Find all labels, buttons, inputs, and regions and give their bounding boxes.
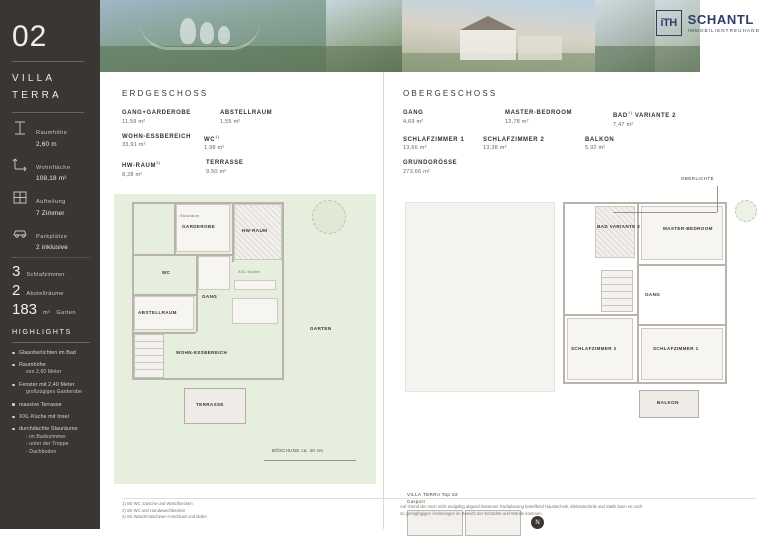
staircase xyxy=(601,270,633,312)
room-master-bedroom xyxy=(641,206,723,260)
carport-subtitle: Carport xyxy=(407,499,426,504)
fact-label: TERRASSE xyxy=(206,160,244,166)
highlight-subtext: - im Badezimmer xyxy=(26,433,66,440)
fact-label-text: HW-RAUM xyxy=(122,163,157,169)
list-item xyxy=(12,361,90,377)
counter-unit: m² xyxy=(43,310,51,316)
fact-value: 11,59 m² xyxy=(122,118,146,125)
counter-label: Garten xyxy=(56,310,76,316)
ground-floor-title: ERDGESCHOSS xyxy=(122,89,209,98)
room-label: GANG xyxy=(202,294,218,299)
highlight-text: Glasoberlichten im Bad xyxy=(19,350,76,356)
spec-value: 108,18 m² xyxy=(36,175,67,182)
fact-schlafzimmer-2 xyxy=(483,137,567,152)
fact-footnote-ref: 1) xyxy=(215,133,220,139)
room-bad-variante-2 xyxy=(595,206,635,258)
fact-value: 5,92 m² xyxy=(585,145,606,151)
wall xyxy=(563,202,727,204)
ground-floor-plan xyxy=(114,194,376,484)
highlight-text: XXL-Küche mit Insel xyxy=(19,414,69,421)
wall xyxy=(637,264,727,266)
fact-schlafzimmer-1 xyxy=(403,137,483,152)
fact-wc xyxy=(204,134,284,152)
highlight-subtext: - Dachboden xyxy=(26,448,57,455)
staircase xyxy=(134,334,164,378)
upper-floor-title: OBERGESCHOSS xyxy=(403,89,498,98)
footnote: 1) mit WC, Dusche und Waschbecken xyxy=(122,500,193,506)
spec-room-height xyxy=(12,120,90,148)
spec-living-area xyxy=(12,155,90,183)
ground-floor-facts xyxy=(100,98,383,187)
counter-bedrooms xyxy=(12,264,90,279)
fact-label: BALKON xyxy=(585,136,615,143)
photo-garden xyxy=(326,0,402,72)
footnote: 3) mit Waschmaschinen-Anschluss und Boiler xyxy=(122,514,208,520)
wall xyxy=(563,382,727,384)
list-item xyxy=(12,349,90,357)
room-label: WOHN-ESSBEREICH xyxy=(176,350,228,355)
fact-value: 4,69 m² xyxy=(403,118,424,125)
highlight-subtext: von 2,60 Meter xyxy=(26,369,62,376)
fact-grundgroesse xyxy=(403,160,491,175)
highlight-sublist xyxy=(19,389,90,397)
kitchen-island xyxy=(234,280,276,290)
fact-value: 8,28 m² xyxy=(122,171,143,178)
fact-label: GRUNDGRÖSSE xyxy=(403,160,458,166)
fact-label: ABSTELLRAUM xyxy=(220,110,273,116)
wall xyxy=(725,202,727,384)
footnote: 2) mit WC und Handwaschbecken xyxy=(122,507,186,513)
photo-hill xyxy=(655,46,700,72)
highlight-subtext: - unter der Treppe xyxy=(26,441,69,448)
upper-floor-column xyxy=(383,72,770,529)
layout-icon xyxy=(12,189,29,206)
tree-symbol xyxy=(312,200,346,234)
spec-parking xyxy=(12,224,90,252)
highlight-text: durchdachte Stauräume xyxy=(19,426,78,433)
list-item xyxy=(12,425,90,456)
disclaimer-line: Auf Grund der noch nicht endgültig abgeschlossenen Fachplanung betreffend Haustechnik, Elektrotechnik und Statik kann es noch xyxy=(400,503,643,509)
room-label: MASTER-BEDROOM xyxy=(663,226,713,231)
divider xyxy=(12,112,84,113)
room-label-text: BAD VARIANTE 2 xyxy=(597,224,641,229)
footnote-divider xyxy=(122,498,756,499)
roof-shape xyxy=(460,16,516,30)
logo-name: SCHANTL xyxy=(687,11,754,27)
room-label: GANG xyxy=(645,292,661,297)
photo-villa-exterior xyxy=(402,0,595,72)
fact-value: 12,78 m² xyxy=(505,118,529,125)
figure-shape xyxy=(200,22,214,44)
photo-hill xyxy=(595,46,655,72)
counter-number: 183 xyxy=(12,301,38,318)
villa-name-line2: TERRA xyxy=(12,90,62,101)
fact-gang-garderobe xyxy=(122,110,202,125)
fact-terrasse xyxy=(206,160,288,178)
highlight-text: Fenster mit 2,40 Meter xyxy=(19,382,75,389)
footnotes-left xyxy=(122,501,362,521)
fact-value: 1,55 m² xyxy=(220,118,241,125)
fact-value: 273,66 m² xyxy=(403,168,430,175)
wall xyxy=(637,324,727,326)
figure-shape xyxy=(218,26,230,44)
fact-gang xyxy=(403,110,487,128)
fact-master-bedroom xyxy=(505,110,595,128)
room-label: BALKON xyxy=(657,400,679,405)
room-label: GARDEROBE xyxy=(182,224,216,229)
leader-line xyxy=(613,212,717,213)
fact-label: WOHN-ESSBEREICH xyxy=(122,133,192,140)
highlight-text: Raumhöhe xyxy=(19,362,46,369)
counter-label: Abstellräume xyxy=(26,291,64,297)
compass-icon: N xyxy=(531,516,544,529)
fact-wohn-essbereich xyxy=(122,134,204,152)
room-wc xyxy=(198,256,230,290)
counter-label: Schlafzimmer xyxy=(26,272,66,278)
tree-symbol xyxy=(735,200,757,222)
fact-value: 13,38 m² xyxy=(483,145,507,151)
fact-label: SCHLAFZIMMER 1 xyxy=(403,136,465,143)
wall xyxy=(563,202,565,384)
figure-shape xyxy=(180,18,196,44)
fact-label xyxy=(613,110,701,119)
fact-label-text: WC xyxy=(204,136,216,143)
carport-block xyxy=(407,492,587,544)
main-content xyxy=(100,72,770,529)
spec-value: 2,60 m xyxy=(36,140,57,148)
fact-value: 7,47 m² xyxy=(613,121,634,128)
room-label: SCHLAFZIMMER 2 xyxy=(571,346,617,351)
counter-number: 2 xyxy=(12,282,21,299)
spec-label: Raumhöhe xyxy=(36,130,68,136)
room-label: GARTEN xyxy=(310,326,332,331)
wall xyxy=(282,202,284,380)
parking-icon xyxy=(12,224,29,241)
dining-table xyxy=(232,298,278,324)
fact-label: GANG+GARDEROBE xyxy=(122,110,191,116)
divider xyxy=(12,61,84,62)
fact-label: MASTER-BEDROOM xyxy=(505,110,573,116)
unit-number: 02 xyxy=(12,20,48,53)
villa-name-line1: VILLA xyxy=(12,73,56,84)
room-schlafzimmer-1 xyxy=(641,328,723,380)
fact-label: SCHLAFZIMMER 2 xyxy=(483,136,545,143)
highlight-sublist xyxy=(19,434,90,457)
fact-bad-variante-2 xyxy=(613,110,701,128)
house-shape xyxy=(460,30,516,60)
upper-floor-facts xyxy=(383,98,770,184)
fact-label-extra: VARIANTE 2 xyxy=(634,113,677,119)
furniture-label: Stauraum xyxy=(180,214,200,218)
house-shape xyxy=(518,36,562,60)
spec-value: 7 Zimmer xyxy=(36,209,65,217)
spec-label: Parkplätze xyxy=(36,233,68,240)
photo-hill xyxy=(326,46,402,72)
fact-balkon xyxy=(585,137,675,152)
divider xyxy=(12,342,90,343)
ground-outline-ghost xyxy=(405,202,555,392)
fact-footnote-ref: 1) xyxy=(627,110,633,115)
list-item xyxy=(12,381,90,397)
list-item xyxy=(12,413,90,421)
fact-value: 9,50 m² xyxy=(206,168,227,175)
sidebar xyxy=(0,0,100,529)
room-label: WC xyxy=(162,270,171,275)
counter-storagerooms xyxy=(12,283,90,298)
upper-floor-plan xyxy=(391,176,761,484)
ground-floor-column xyxy=(100,72,383,529)
fact-abstellraum xyxy=(220,110,286,125)
disclaimer-line: zu geringfügigen Änderungen im Bereich der Schächte und Wände kommen. xyxy=(400,510,543,516)
spec-label: Aufteilung xyxy=(36,199,66,205)
fact-label: GANG xyxy=(403,110,424,116)
wall xyxy=(132,378,284,380)
fact-label-text: BAD xyxy=(613,113,628,119)
fact-label xyxy=(122,160,188,169)
fact-footnote-ref: 3) xyxy=(156,160,161,165)
room-label: HW-RAUM xyxy=(242,228,268,233)
room-label: ABSTELLRAUM xyxy=(138,310,177,315)
fact-value: 1,98 m² xyxy=(204,145,225,151)
logo-mark: iTH xyxy=(656,10,682,36)
room-label: TERRASSE xyxy=(196,402,224,407)
furniture-label: XXL Küche xyxy=(238,270,261,274)
logo-subtitle: IMMOBILIENTREUHAND xyxy=(687,28,760,34)
photo-hammock-family xyxy=(100,0,326,72)
highlight-subtext: großzügiges Garderobe xyxy=(26,389,82,396)
room-label xyxy=(597,224,640,231)
highlights-list xyxy=(12,349,90,456)
spec-value: 2 inklusive xyxy=(36,244,69,251)
oberlichte-annotation: OBERLICHTE xyxy=(681,176,715,181)
highlight-text: massive Terrasse xyxy=(19,401,62,408)
highlights-title: HIGHLIGHTS xyxy=(12,327,72,336)
list-item xyxy=(12,401,90,409)
fact-hw-raum xyxy=(122,160,188,178)
photo-terrace xyxy=(595,0,655,72)
footnotes-right xyxy=(400,503,740,517)
bosch-annotation: BÖSCHUNG ca. 40 cm xyxy=(272,448,324,453)
room-height-icon xyxy=(12,120,29,137)
dimension-line xyxy=(264,460,356,461)
carport-title: VILLA TERRA Top 02 xyxy=(407,492,458,497)
counter-garden xyxy=(12,302,90,317)
highlight-sublist xyxy=(19,369,90,377)
villa-name xyxy=(12,70,90,104)
fact-value: 33,91 m² xyxy=(122,142,146,148)
divider xyxy=(12,257,90,258)
fact-label xyxy=(204,134,284,143)
brand-logo xyxy=(656,10,760,36)
room-label: SCHLAFZIMMER 1 xyxy=(653,346,699,351)
counter-number: 3 xyxy=(12,263,21,280)
spec-layout xyxy=(12,189,90,217)
fact-value: 13,66 m² xyxy=(403,145,427,151)
wall xyxy=(563,314,637,316)
leader-line xyxy=(717,186,718,212)
living-area-icon xyxy=(12,155,29,172)
spec-label: Wohnfläche xyxy=(36,164,71,171)
